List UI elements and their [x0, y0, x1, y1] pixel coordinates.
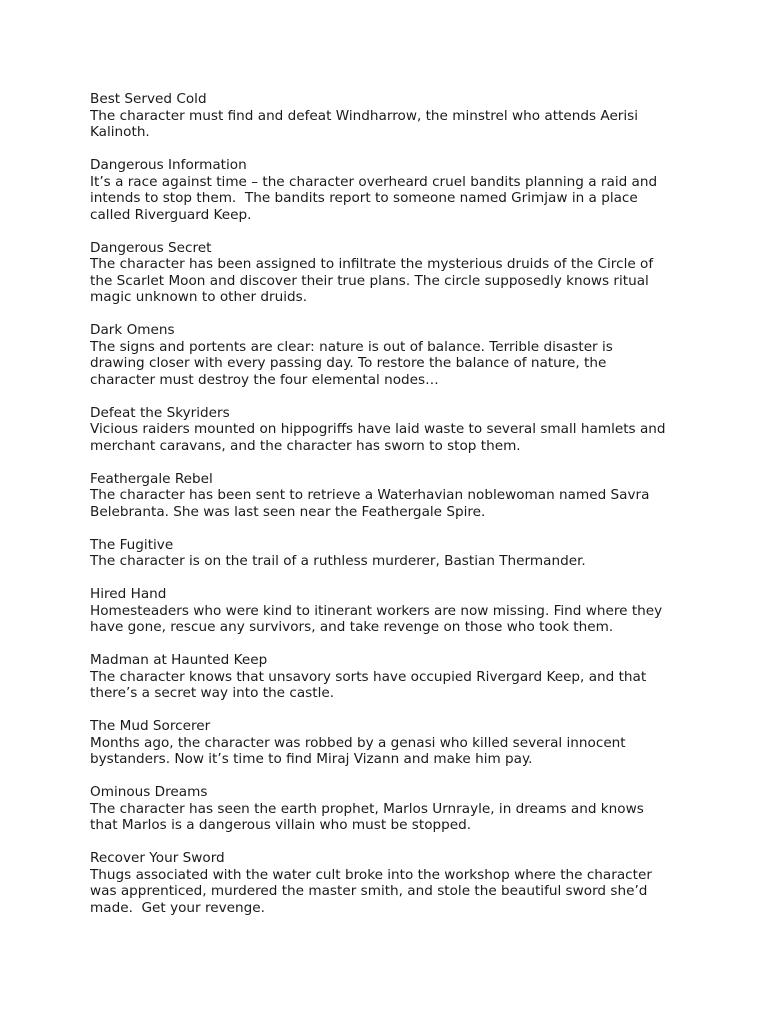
description-line: there’s a secret way into the castle.	[90, 685, 335, 701]
entry-title: Feathergale Rebel	[90, 470, 213, 487]
description-line: character must destroy the four elemental nodes…	[90, 371, 439, 388]
description-line: have gone, rescue any survivors, and take revenge on those who took them.	[90, 619, 614, 635]
entry-title: Ominous Dreams	[90, 784, 208, 800]
entry-dangerous-secret	[90, 240, 730, 306]
entry-title: Dangerous Secret	[90, 239, 212, 256]
description-line: Months ago, the character was robbed by a genasi who killed several innocent	[90, 734, 626, 751]
description-line: bystanders. Now it’s time to find Miraj Vizann and make him pay.	[90, 751, 533, 767]
description-line: the Scarlet Moon and discover their true plans. The circle supposedly knows ritual	[90, 272, 649, 289]
description-line: Kalinoth.	[90, 124, 150, 140]
description-line: It’s a race against time – the character overheard cruel bandits planning a raid and	[90, 173, 658, 190]
entry-title: Dangerous Information	[90, 157, 247, 173]
description-line: The character knows that unsavory sorts have occupied Rivergard Keep, and that	[90, 668, 647, 685]
description-line: The character has seen the earth prophet, Marlos Urnrayle, in dreams and knows	[90, 800, 644, 817]
entry-the-mud-sorcerer	[90, 718, 730, 768]
entry-description	[90, 256, 730, 306]
entry-description	[90, 603, 730, 636]
entry-defeat-the-skyriders	[90, 405, 730, 455]
description-line: The character has been sent to retrieve a Waterhavian noblewoman named Savra	[90, 487, 650, 503]
entry-title: Dark Omens	[90, 322, 175, 338]
description-line: was apprenticed, murdered the master smith, and stole the beautiful sword she’d	[90, 883, 648, 899]
description-line: The character has been assigned to infiltrate the mysterious druids of the Circle of	[90, 256, 654, 272]
description-line: drawing closer with every passing day. To restore the balance of nature, the	[90, 355, 607, 371]
entry-description	[90, 735, 730, 768]
entry-feathergale-rebel	[90, 471, 730, 521]
entry-description	[90, 553, 730, 570]
description-line: made. Get your revenge.	[90, 899, 265, 916]
entry-best-served-cold	[90, 91, 730, 141]
description-line: The character must find and defeat Windharrow, the minstrel who attends Aerisi	[90, 107, 639, 124]
entry-ominous-dreams	[90, 784, 730, 834]
description-line: The signs and portents are clear: nature is out of balance. Terrible disaster is	[90, 338, 613, 355]
entry-description	[90, 801, 730, 834]
entry-recover-your-sword	[90, 850, 730, 916]
entry-description	[90, 867, 730, 917]
entry-description	[90, 108, 730, 141]
description-line: intends to stop them. The bandits report to someone named Grimjaw in a place	[90, 190, 638, 206]
entry-description	[90, 487, 730, 520]
description-line: magic unknown to other druids.	[90, 289, 308, 305]
description-line: Homesteaders who were kind to itinerant workers are now missing. Find where they	[90, 602, 663, 619]
entry-title: Recover Your Sword	[90, 850, 225, 866]
entry-description	[90, 174, 730, 224]
entry-madman-at-haunted-keep	[90, 652, 730, 702]
entry-title: Madman at Haunted Keep	[90, 652, 268, 668]
document-page	[90, 91, 730, 933]
description-line: Vicious raiders mounted on hippogriffs have laid waste to several small hamlets and	[90, 421, 666, 437]
entry-title: Defeat the Skyriders	[90, 404, 230, 421]
description-line: that Marlos is a dangerous villain who must be stopped.	[90, 817, 472, 833]
entry-title: The Fugitive	[90, 536, 174, 553]
entry-description	[90, 669, 730, 702]
entry-title: Hired Hand	[90, 586, 167, 602]
entry-the-fugitive	[90, 537, 730, 570]
entry-dark-omens	[90, 322, 730, 388]
entry-title: The Mud Sorcerer	[90, 718, 211, 734]
entry-dangerous-information	[90, 157, 730, 223]
entry-description	[90, 421, 730, 454]
entry-hired-hand	[90, 586, 730, 636]
description-line: Thugs associated with the water cult broke into the workshop where the character	[90, 866, 652, 883]
description-line: merchant caravans, and the character has sworn to stop them.	[90, 437, 521, 454]
entry-description	[90, 339, 730, 389]
description-line: Belebranta. She was last seen near the Feathergale Spire.	[90, 503, 486, 520]
description-line: The character is on the trail of a ruthless murderer, Bastian Thermander.	[90, 553, 586, 569]
description-line: called Riverguard Keep.	[90, 206, 252, 223]
entry-title: Best Served Cold	[90, 91, 207, 107]
